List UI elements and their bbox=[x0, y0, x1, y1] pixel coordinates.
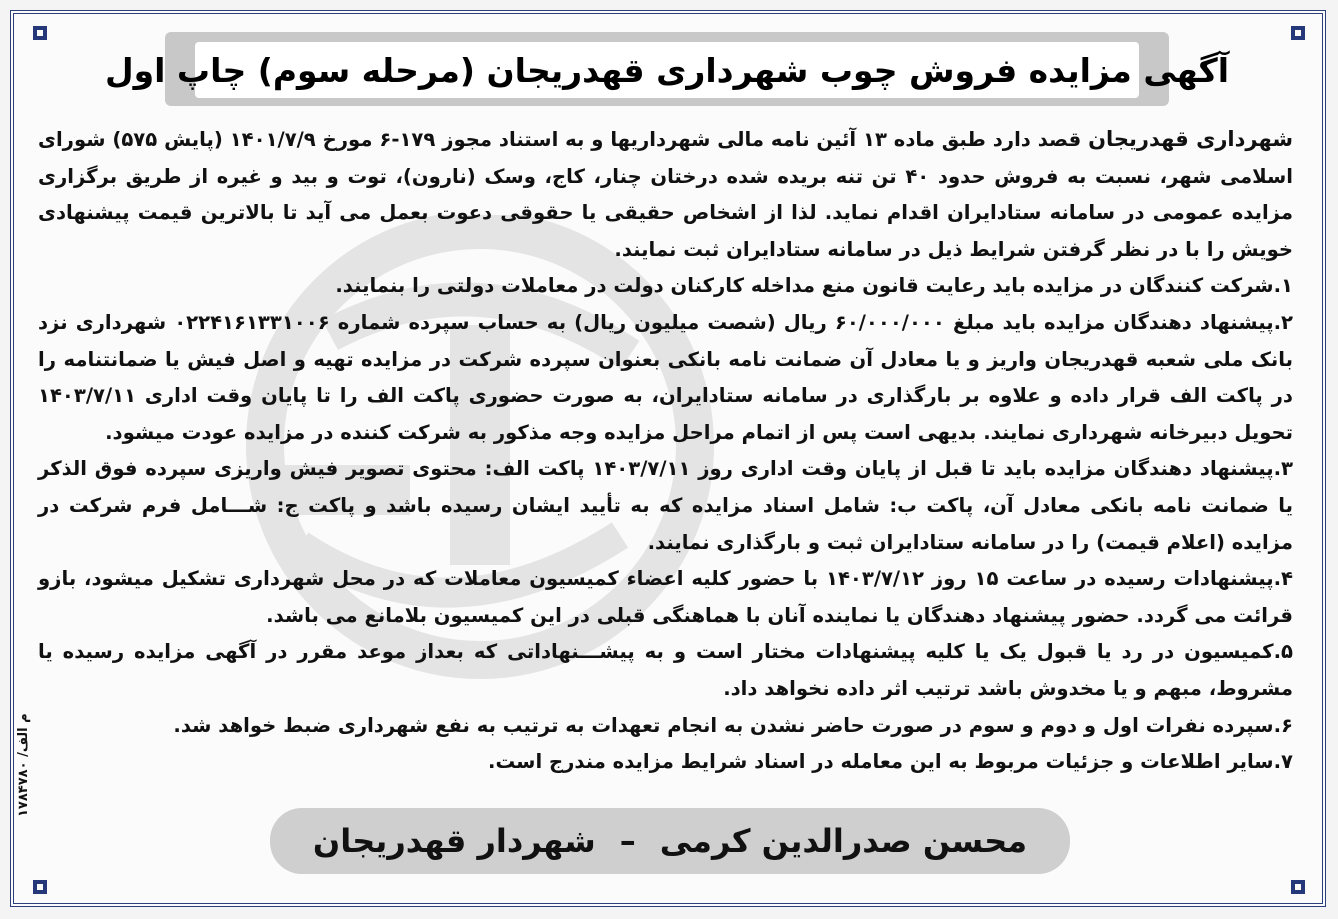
condition-item-6: ۶.سپرده نفرات اول و دوم و سوم در صورت حاضر نشدن به انجام تعهدات به ترتیب به نفع شهرداری ضبط خواهد شد. bbox=[173, 713, 1293, 737]
corner-ornament-top-right bbox=[1291, 26, 1305, 40]
signature-banner bbox=[270, 808, 1070, 874]
ad-reference-code: م الف/ ۱۷۸۴۷۸۰ bbox=[16, 713, 31, 817]
corner-ornament-bottom-right bbox=[1291, 880, 1305, 894]
title-panel bbox=[104, 42, 1230, 98]
condition-item-7: ۷.سایر اطلاعات و جزئیات مربوط به این معامله در اسناد شرایط مزایده مندرج است. bbox=[488, 750, 1293, 774]
signature-line bbox=[313, 822, 1027, 860]
corner-ornament-top-left bbox=[33, 26, 47, 40]
condition-item-3: ۳.پیشنهاد دهندگان مزایده باید تا قبل از پایان وقت اداری روز ۱۴۰۳/۷/۱۱ پاکت الف: محتوی تصویر فیش واریزی سپرده فوق الذکر یا ضمانت نامه بانکی معادل آن، پاکت ب: شامل اسناد مزایده که به تأیید ایشان رسیده باشد و پاکت ج: شـــامل فرم شرکت در مزایده (اعلام قیمت) را در سامانه ستادایران ثبت و بارگذاری نمایند. bbox=[38, 457, 1293, 554]
condition-item-1: ۱.شرکت کنندگان در مزایده باید رعایت قانون منع مداخله کارکنان دولت در معاملات دولتی را بنمایند. bbox=[335, 274, 1293, 298]
intro-paragraph bbox=[38, 121, 1293, 268]
condition-item-4: ۴.پیشنهادات رسیده در ساعت ۱۵ روز ۱۴۰۳/۷/۱۲ با حضور کلیه اعضاء کمیسیون معاملات که در محل شهرداری تشکیل میشود، بازو قرائت می گردد. حضور پیشنهاد دهندگان یا نماینده آنان با هماهنگی قبلی در این کمیسیون بلامانع می باشد. bbox=[38, 567, 1293, 627]
mayor-name: محسن صدرالدین کرمی bbox=[659, 822, 1028, 860]
signature-dash: – bbox=[619, 822, 636, 860]
ad-title: آگهی مزایده فروش چوب شهرداری قهدریجان (مرحله سوم) چاپ اول bbox=[104, 50, 1230, 90]
condition-item-5: ۵.کمیسیون در رد یا قبول یک یا کلیه پیشنهادات مختار است و به پیشـــنهاداتی که بعداز موعد مقرر در آگهی مزایده رسیده یا مشروط، مبهم و یا مخدوش باشد ترتیب اثر داده نخواهد داد. bbox=[38, 640, 1293, 700]
municipality-name: شهرداری قهدریجان bbox=[1088, 127, 1293, 151]
corner-ornament-bottom-left bbox=[33, 880, 47, 894]
condition-item-2: ۲.پیشنهاد دهندگان مزایده باید مبلغ ۶۰/۰۰۰/۰۰۰ ریال (شصت میلیون ریال) به حساب سپرده شماره ۰۲۲۴۱۶۱۳۳۱۰۰۶ شهرداری نزد بانک ملی شعبه قهدریجان واریز و یا معادل آن ضمانت نامه بانکی بعنوان سپرده شرکت در مزایده تهیه و اصل فیش یا ضمانتنامه را در پاکت الف قرار داده و علاوه بر بارگذاری در سامانه ستادایران، به صورت حضوری پاکت الف را تا پایان وقت اداری ۱۴۰۳/۷/۱۱ تحویل دبیرخانه شهرداری نمایند. بدیهی است پس از اتمام مراحل مزایده وجه مذکور به شرکت کننده در مزایده عودت میشود. bbox=[38, 310, 1293, 444]
mayor-title: شهردار قهدریجان bbox=[312, 822, 596, 860]
ad-body bbox=[38, 121, 1293, 781]
intro-text: قصد دارد طبق ماده ۱۳ آئین نامه مالی شهرداریها و به استناد مجوز ۱۷۹-۶ مورخ ۱۴۰۱/۷/۹ (پایش ۵۷۵) شورای اسلامی شهر، نسبت به فروش حدود ۴۰ تن تنه بریده شده درختان چنار، کاج، وسک (نارون)، توت و بید و غیره از طریق برگزاری مزایده عمومی در سامانه ستادایران اقدام نماید. لذا از اشخاص حقیقی یا حقوقی دعوت بعمل می آید تا بالاترین قیمت پیشنهادی خویش را با در نظر گرفتن شرایط ذیل در سامانه ستادایران ثبت نمایند. bbox=[38, 128, 1293, 261]
